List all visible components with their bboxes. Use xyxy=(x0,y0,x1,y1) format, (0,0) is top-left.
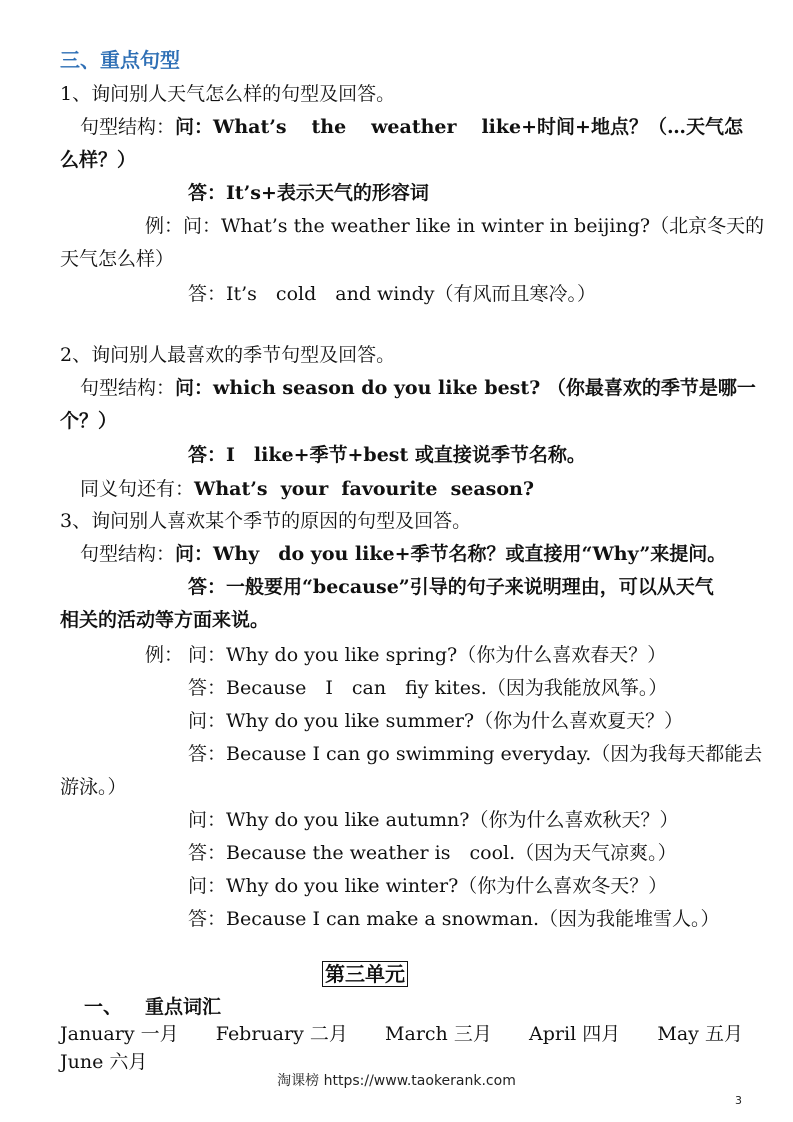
item3-structure-question: 句型结构：问：Why do you like+季节名称？或直接用“Why”来提问。 xyxy=(80,543,727,565)
footer-watermark: 淘课榜 https://www.taokerank.com xyxy=(277,1073,516,1089)
item2-synonym: 同义句还有：What’s your favourite season? xyxy=(80,478,534,500)
item3-example-label: 例： xyxy=(145,644,184,666)
example-line: 游泳。） xyxy=(60,776,127,798)
item2-structure-answer: 答：I like+季节+best 或直接说季节名称。 xyxy=(188,444,586,466)
months-row xyxy=(60,1022,743,1046)
vocab-heading: 重点词汇 xyxy=(145,996,222,1018)
month-item: March 三月 xyxy=(385,1023,492,1045)
month-item: June 六月 xyxy=(60,1051,148,1073)
page-number: 3 xyxy=(735,1094,742,1107)
unit-title: 第三单元 xyxy=(322,962,408,987)
vocab-number: 一、 xyxy=(84,996,123,1018)
example-line: 答：Because I can go swimming everyday.（因为我每天都能去 xyxy=(188,743,763,765)
item3-structure-answer-wrap: 相关的活动等方面来说。 xyxy=(60,609,270,631)
item1-example-question: 例：问：What’s the weather like in winter in beijing?（北京冬天的 xyxy=(145,215,765,237)
item1-title: 1、询问别人天气怎么样的句型及回答。 xyxy=(60,83,396,105)
item3-structure-answer: 答：一般要用“because”引导的句子来说明理由，可以从天气 xyxy=(188,576,714,598)
example-line: 答：Because I can make a snowman.（因为我能堆雪人。） xyxy=(188,908,720,930)
example-line: 答：Because I can fiy kites.（因为我能放风筝。） xyxy=(188,677,668,699)
example-line: 问：Why do you like summer?（你为什么喜欢夏天？） xyxy=(188,710,684,732)
item2-structure-question-wrap: 个？） xyxy=(60,410,118,432)
item3-title: 3、询问别人喜欢某个季节的原因的句型及回答。 xyxy=(60,510,472,532)
example-line: 问：Why do you like spring?（你为什么喜欢春天？） xyxy=(188,644,667,666)
item1-example-question-wrap: 天气怎么样） xyxy=(60,248,175,270)
month-item: May 五月 xyxy=(657,1023,743,1045)
item2-structure-question: 句型结构：问：which season do you like best? （你最喜欢的季节是哪一 xyxy=(80,377,756,399)
month-item: February 二月 xyxy=(215,1023,348,1045)
item1-structure-answer: 答：It’s+表示天气的形容词 xyxy=(188,182,429,204)
month-item: January 一月 xyxy=(60,1023,179,1045)
example-line: 答：Because the weather is cool.（因为天气凉爽。） xyxy=(188,842,677,864)
month-item: April 四月 xyxy=(529,1023,621,1045)
item1-example-answer: 答：It’s cold and windy（有风而且寒冷。） xyxy=(188,283,596,305)
structure-label: 句型结构： xyxy=(80,116,176,138)
item2-title: 2、询问别人最喜欢的季节句型及回答。 xyxy=(60,344,396,366)
item1-structure-question-wrap: 么样？） xyxy=(60,149,137,171)
item1-structure-question: 句型结构：问：What’s the weather like+时间+地点？（…天气怎 xyxy=(60,115,743,139)
example-line: 问：Why do you like winter?（你为什么喜欢冬天？） xyxy=(188,875,668,897)
example-line: 问：Why do you like autumn?（你为什么喜欢秋天？） xyxy=(188,809,679,831)
section-heading: 三、重点句型 xyxy=(60,48,180,72)
